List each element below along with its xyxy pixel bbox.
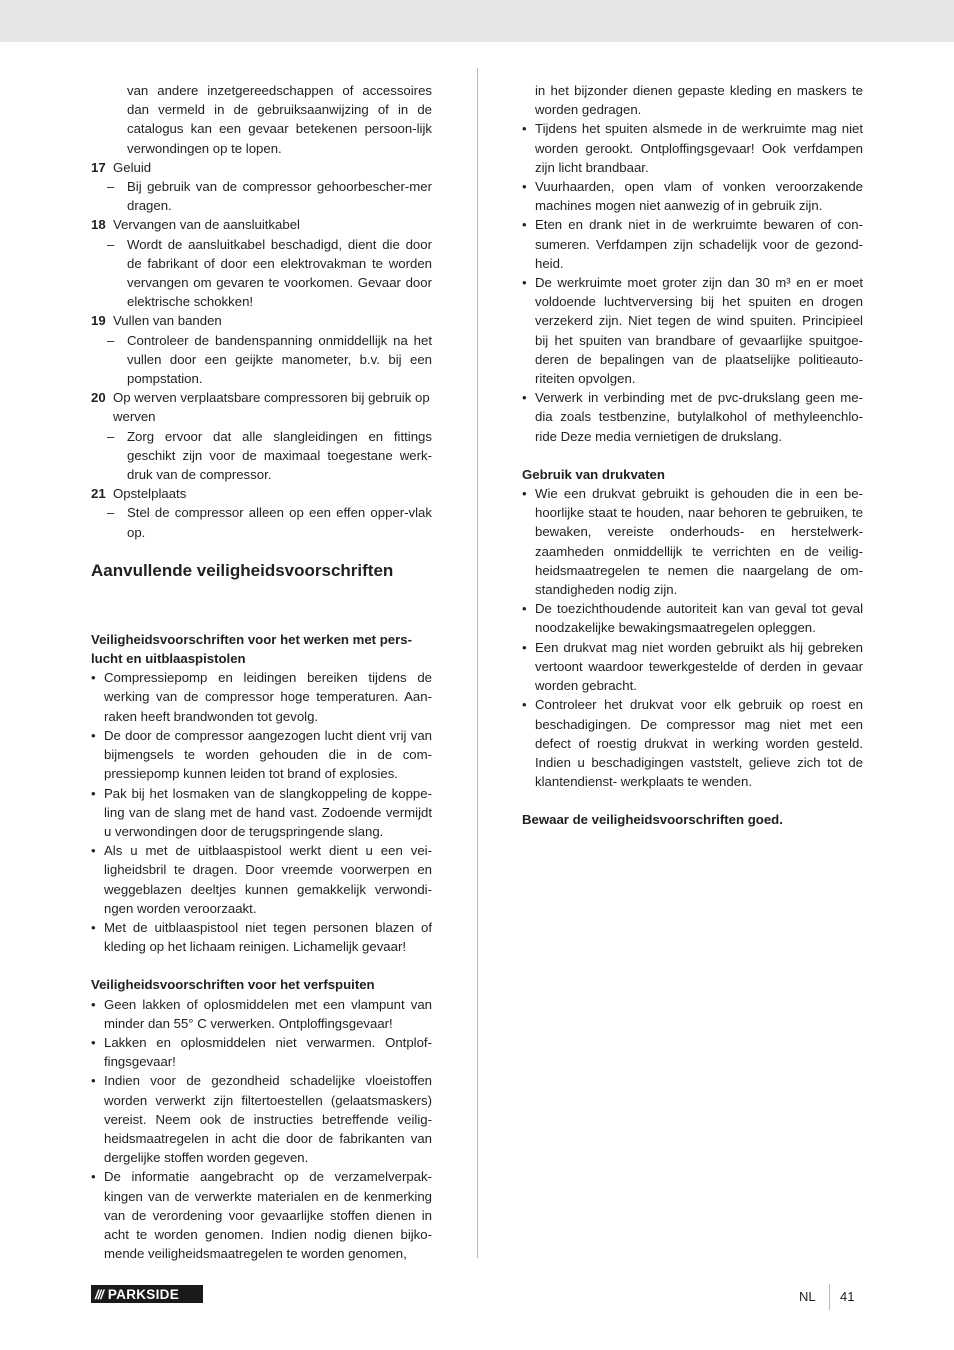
- numbered-item: [91, 388, 432, 426]
- bullet-marker: •: [522, 639, 527, 655]
- bullet-item: [522, 273, 863, 388]
- bullet-marker: •: [91, 785, 96, 801]
- footer-separator: [829, 1284, 830, 1310]
- bullet-marker: •: [522, 179, 527, 195]
- subsection-title-verfspuiten: Veiligheidsvoorschriften voor het verfspuiten: [91, 977, 375, 993]
- bullet-marker: •: [91, 996, 96, 1012]
- dash-item: [91, 177, 432, 215]
- bullet-text: Compressiepomp en leidingen bereiken tijdens de werking van de compressor hoge temperaturen. Aan-raken heeft brandwonden tot gevolg.: [104, 670, 432, 724]
- bullet-item: [522, 119, 863, 177]
- top-band: [0, 0, 954, 42]
- bullet-marker: •: [91, 1169, 96, 1185]
- bullet-item: [522, 177, 863, 215]
- bullet-list-drukvaten: [522, 484, 863, 791]
- numbered-item: [91, 215, 432, 234]
- closing-note: Bewaar de veiligheidsvoorschriften goed.: [522, 812, 783, 828]
- bullet-marker: •: [522, 275, 527, 291]
- page-number: 41: [840, 1289, 855, 1304]
- dash-marker: –: [107, 236, 115, 252]
- dash-item: [91, 235, 432, 312]
- dash-marker: –: [107, 505, 115, 521]
- dash-text: Bij gebruik van de compressor gehoorbescher-mer dragen.: [127, 179, 432, 214]
- item-title: Opstelplaats: [113, 486, 187, 502]
- bullet-text: Controleer het drukvat voor elk gebruik op roest en beschadigingen. De compressor mag niet met een defect of roestig drukvat in werking worden gesteld. Indien u beschadigingen vaststelt, gelieve zich tot de klantendienst- werkplaats te wenden.: [535, 697, 863, 790]
- logo-text: PARKSIDE: [107, 1286, 180, 1302]
- item-number: 17: [91, 159, 106, 175]
- bullet-item: [522, 388, 863, 446]
- bullet-marker: •: [522, 601, 527, 617]
- bullet-item: [522, 484, 863, 599]
- bullet-text: De informatie aangebracht op de verzamelverpak-kingen van de verwerkte materialen en de kenmerking van de verordening voor gevaarlijke stoffen dienen in acht te worden genomen. Indien nodig dienen bijko-mende veiligheidsmaatregelen te worden genomen,: [104, 1169, 432, 1262]
- subsection-title-drukvaten: Gebruik van drukvaten: [522, 466, 665, 482]
- logo-slashes: ///: [95, 1286, 103, 1302]
- bullet-item: [91, 1071, 432, 1167]
- bullet-text: Wie een drukvat gebruikt is gehouden die in een be-hoorlijke staat te houden, naar behoren te gebruiken, te bewaken, vereiste onderhouds- en herstelwerk-zaamheden onmiddellijk te verrichten en de veilig-heidsmaatregelen te nemen die naargelang de om-standigheden nodig zijn.: [535, 486, 863, 598]
- dash-text: Zorg ervoor dat alle slangleidingen en fittings geschikt zijn voor de maximaal toegestane werk-druk van de compressor.: [127, 428, 432, 483]
- bullet-text: De door de compressor aangezogen lucht dient vrij van bijmengsels te worden gehouden die in de com-pressiepomp kunnen leiden tot brand of explosies.: [104, 727, 432, 782]
- bullet-text: Tijdens het spuiten alsmede in de werkruimte mag niet worden gerookt. Ontploffingsgevaar! Ook verfdampen zijn licht brandbaar.: [535, 121, 863, 175]
- bullet-item: [522, 215, 863, 273]
- item-title: Vervangen van de aansluitkabel: [113, 217, 300, 233]
- bullet-item: [522, 638, 863, 696]
- dash-text: Stel de compressor alleen op een effen opper-vlak op.: [127, 505, 432, 540]
- dash-item: [91, 503, 432, 541]
- bullet-item: [522, 695, 863, 791]
- item-number: 20: [91, 390, 106, 406]
- intro-continuation: van andere inzetgereedschappen of accessoires dan vermeld in de gebruiksaanwijzing of in de catalogus kan een gevaar betekenen persoon-lijk verwondingen op te lopen.: [127, 83, 432, 156]
- bullet-marker: •: [91, 919, 96, 935]
- bullet-text: Vuurhaarden, open vlam of vonken veroorzakende machines mogen niet aanwezig of in gebruik zijn.: [535, 179, 863, 214]
- bullet-item: [91, 918, 432, 956]
- bullet-text: Geen lakken of oplosmiddelen met een vlampunt van minder dan 55° C verwerken. Ontploffingsgevaar!: [104, 996, 432, 1031]
- right-continuation: in het bijzonder dienen gepaste kleding en maskers te worden gedragen.: [535, 83, 863, 118]
- bullet-marker: •: [522, 217, 527, 233]
- bullet-marker: •: [91, 670, 96, 686]
- dash-marker: –: [107, 428, 115, 444]
- bullet-text: Pak bij het losmaken van de slangkoppeling de koppe-ling van de slang met de hand vast. Zodoende vermijdt u verwondingen door de terugspringende slang.: [104, 785, 432, 839]
- bullet-marker: •: [91, 843, 96, 859]
- bullet-item: [91, 1033, 432, 1071]
- item-number: 19: [91, 313, 106, 329]
- language-code: NL: [799, 1289, 816, 1304]
- numbered-list: [91, 158, 432, 542]
- section-title: Aanvullende veiligheidsvoorschriften: [91, 560, 394, 580]
- item-number: 18: [91, 217, 106, 233]
- bullet-item: [91, 668, 432, 726]
- right-column: [522, 81, 863, 830]
- numbered-item: [91, 158, 432, 177]
- bullet-marker: •: [522, 121, 527, 137]
- dash-marker: –: [107, 332, 115, 348]
- bullet-marker: •: [522, 697, 527, 713]
- bullet-list-perslucht: [91, 668, 432, 956]
- bullet-list-verfspuiten: [91, 995, 432, 1264]
- bullet-text: Met de uitblaaspistool niet tegen personen blazen of kleding op het lichaam reinigen. Lichamelijk gevaar!: [104, 919, 432, 955]
- bullet-item: [91, 841, 432, 918]
- bullet-list-verfspuiten-cont: [522, 119, 863, 445]
- dash-marker: –: [107, 179, 115, 195]
- bullet-text: Eten en drank niet in de werkruimte bewaren of con-sumeren. Verfdampen zijn schadelijk voor de gezond-heid.: [535, 217, 863, 271]
- bullet-text: De toezichthoudende autoriteit kan van geval tot geval noodzakelijke bewakingsmaatregelen opleggen.: [535, 601, 863, 636]
- bullet-marker: •: [522, 390, 527, 406]
- item-title: Vullen van banden: [113, 313, 222, 329]
- bullet-text: Lakken en oplosmiddelen niet verwarmen. Ontplof-fingsgevaar!: [104, 1034, 432, 1070]
- bullet-text: Verwerk in verbinding met de pvc-drukslang geen me-dia zoals testbenzine, butylalkohol of methyleenchlo-ride Deze media vernietigen de drukslang.: [535, 390, 863, 444]
- left-column: [91, 81, 432, 1263]
- column-divider: [477, 68, 478, 1258]
- item-title: Geluid: [113, 159, 152, 175]
- bullet-item: [91, 784, 432, 842]
- bullet-text: Indien voor de gezondheid schadelijke vloeistoffen worden verwerkt zijn filtertoestellen (gelaatsmaskers) vereist. Neem ook de instructies betreffende veilig-heidsmaatregelen in acht die door de fabrikanten van dergelijke stoffen worden gegeven.: [104, 1073, 432, 1166]
- dash-text: Wordt de aansluitkabel beschadigd, dient die door de fabrikant of door een elektrovakman te worden vervangen om gevaren te voorkomen. Gevaar door elektrische schokken!: [127, 236, 432, 310]
- bullet-text: Als u met de uitblaaspistool werkt dient u een vei-ligheidsbril te dragen. Door vreemde voorwerpen en weggeblazen deeltjes kunnen gemakkelijk verwondi-ngen worden veroorzaakt.: [104, 843, 432, 916]
- item-title: Op werven verplaatsbare compressoren bij gebruik op werven: [113, 390, 430, 425]
- bullet-text: Een drukvat mag niet worden gebruikt als hij gebreken vertoont waardoor tewerkgestelde of derden in gevaar worden gebracht.: [535, 639, 863, 694]
- bullet-item: [91, 995, 432, 1033]
- bullet-marker: •: [91, 1034, 96, 1050]
- numbered-item: [91, 484, 432, 503]
- bullet-text: De werkruimte moet groter zijn dan 30 m³ en er moet voldoende luchtverversing bij het spuiten en drogen verzekerd zijn. Niet tegen de wind spuiten. Principieel bij het spuiten van brandbare of gevaarlijke spuitgoe-deren de bepalingen van de plaatselijke politieauto-riteiten opvolgen.: [535, 275, 863, 387]
- bullet-item: [91, 1167, 432, 1263]
- parkside-logo: [91, 1285, 203, 1303]
- item-number: 21: [91, 486, 106, 502]
- bullet-marker: •: [91, 1073, 96, 1089]
- bullet-marker: •: [522, 486, 527, 502]
- bullet-item: [91, 726, 432, 784]
- bullet-item: [522, 599, 863, 637]
- numbered-item: [91, 311, 432, 330]
- dash-text: Controleer de bandenspanning onmiddellijk na het vullen door een geijkte manometer, b.v. bij een pompstation.: [127, 332, 432, 387]
- dash-item: [91, 331, 432, 389]
- bullet-marker: •: [91, 727, 96, 743]
- dash-item: [91, 427, 432, 485]
- subsection-title-perslucht: Veiligheidsvoorschriften voor het werken met pers-lucht en uitblaaspistolen: [91, 631, 412, 667]
